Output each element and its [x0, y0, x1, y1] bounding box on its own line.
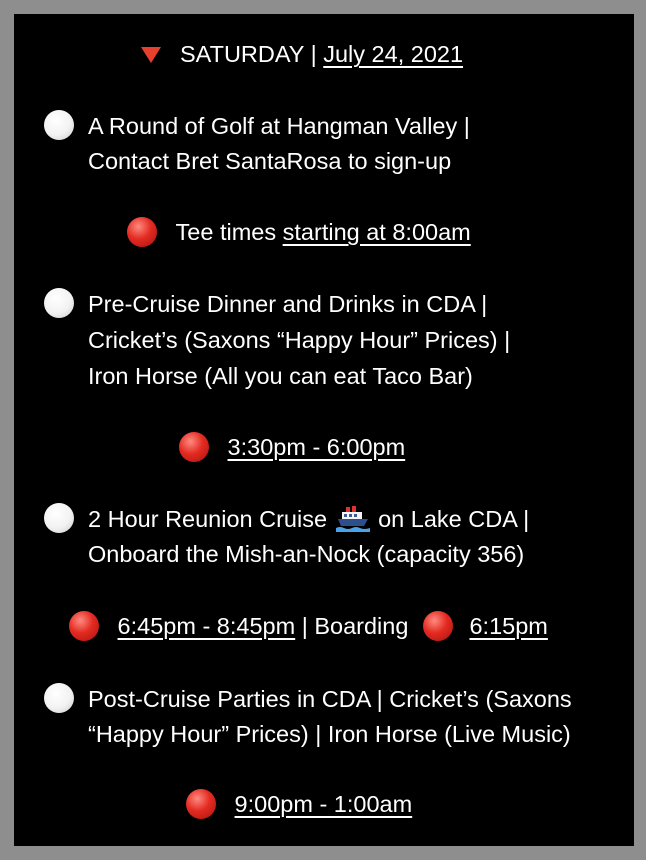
red-dot-icon: [423, 611, 453, 641]
event-parties-time: [186, 786, 412, 822]
event-cruise-line-2: Onboard the Mish-an-Nock (capacity 356): [88, 541, 525, 567]
tee-time-link[interactable]: starting at 8:00am: [282, 219, 471, 245]
bullet-white-dot-icon: [44, 110, 74, 140]
schedule-panel: [14, 14, 634, 846]
ship-icon: [336, 504, 370, 532]
event-parties-line-1: Post-Cruise Parties in CDA | Cricket’s (Saxons: [88, 686, 572, 712]
event-parties-line-2: “Happy Hour” Prices) | Iron Horse (Live Music): [88, 721, 571, 747]
tee-times-label: Tee times: [175, 219, 277, 245]
cruise-location: on Lake CDA |: [378, 506, 530, 532]
event-cruise-line-1: [88, 501, 529, 537]
red-dot-icon: [127, 217, 157, 247]
header-separator: |: [310, 41, 317, 67]
triangle-down-icon: [141, 47, 161, 63]
event-golf-time: [127, 214, 471, 250]
event-dinner-line-2: Cricket’s (Saxons “Happy Hour” Prices) |: [88, 327, 511, 353]
dinner-time-link[interactable]: 3:30pm - 6:00pm: [227, 434, 406, 460]
day-label: SATURDAY: [180, 41, 305, 67]
boarding-label: | Boarding: [301, 613, 409, 639]
bullet-white-dot-icon: [44, 683, 74, 713]
bullet-white-dot-icon: [44, 288, 74, 318]
event-dinner-time: [179, 429, 405, 465]
red-dot-icon: [179, 432, 209, 462]
cruise-title: 2 Hour Reunion Cruise: [88, 506, 328, 532]
cruise-time-link[interactable]: 6:45pm - 8:45pm: [117, 613, 296, 639]
event-golf-line-1: A Round of Golf at Hangman Valley |: [88, 113, 470, 139]
parties-time-link[interactable]: 9:00pm - 1:00am: [234, 791, 413, 817]
boarding-time-link[interactable]: 6:15pm: [469, 613, 548, 639]
red-dot-icon: [69, 611, 99, 641]
header-line: [180, 36, 463, 72]
event-dinner-line-1: Pre-Cruise Dinner and Drinks in CDA |: [88, 291, 488, 317]
date-link[interactable]: July 24, 2021: [323, 41, 464, 67]
event-golf-line-2: Contact Bret SantaRosa to sign-up: [88, 148, 452, 174]
bullet-white-dot-icon: [44, 503, 74, 533]
event-dinner-line-3: Iron Horse (All you can eat Taco Bar): [88, 363, 473, 389]
event-cruise-time: [69, 608, 548, 644]
red-dot-icon: [186, 789, 216, 819]
